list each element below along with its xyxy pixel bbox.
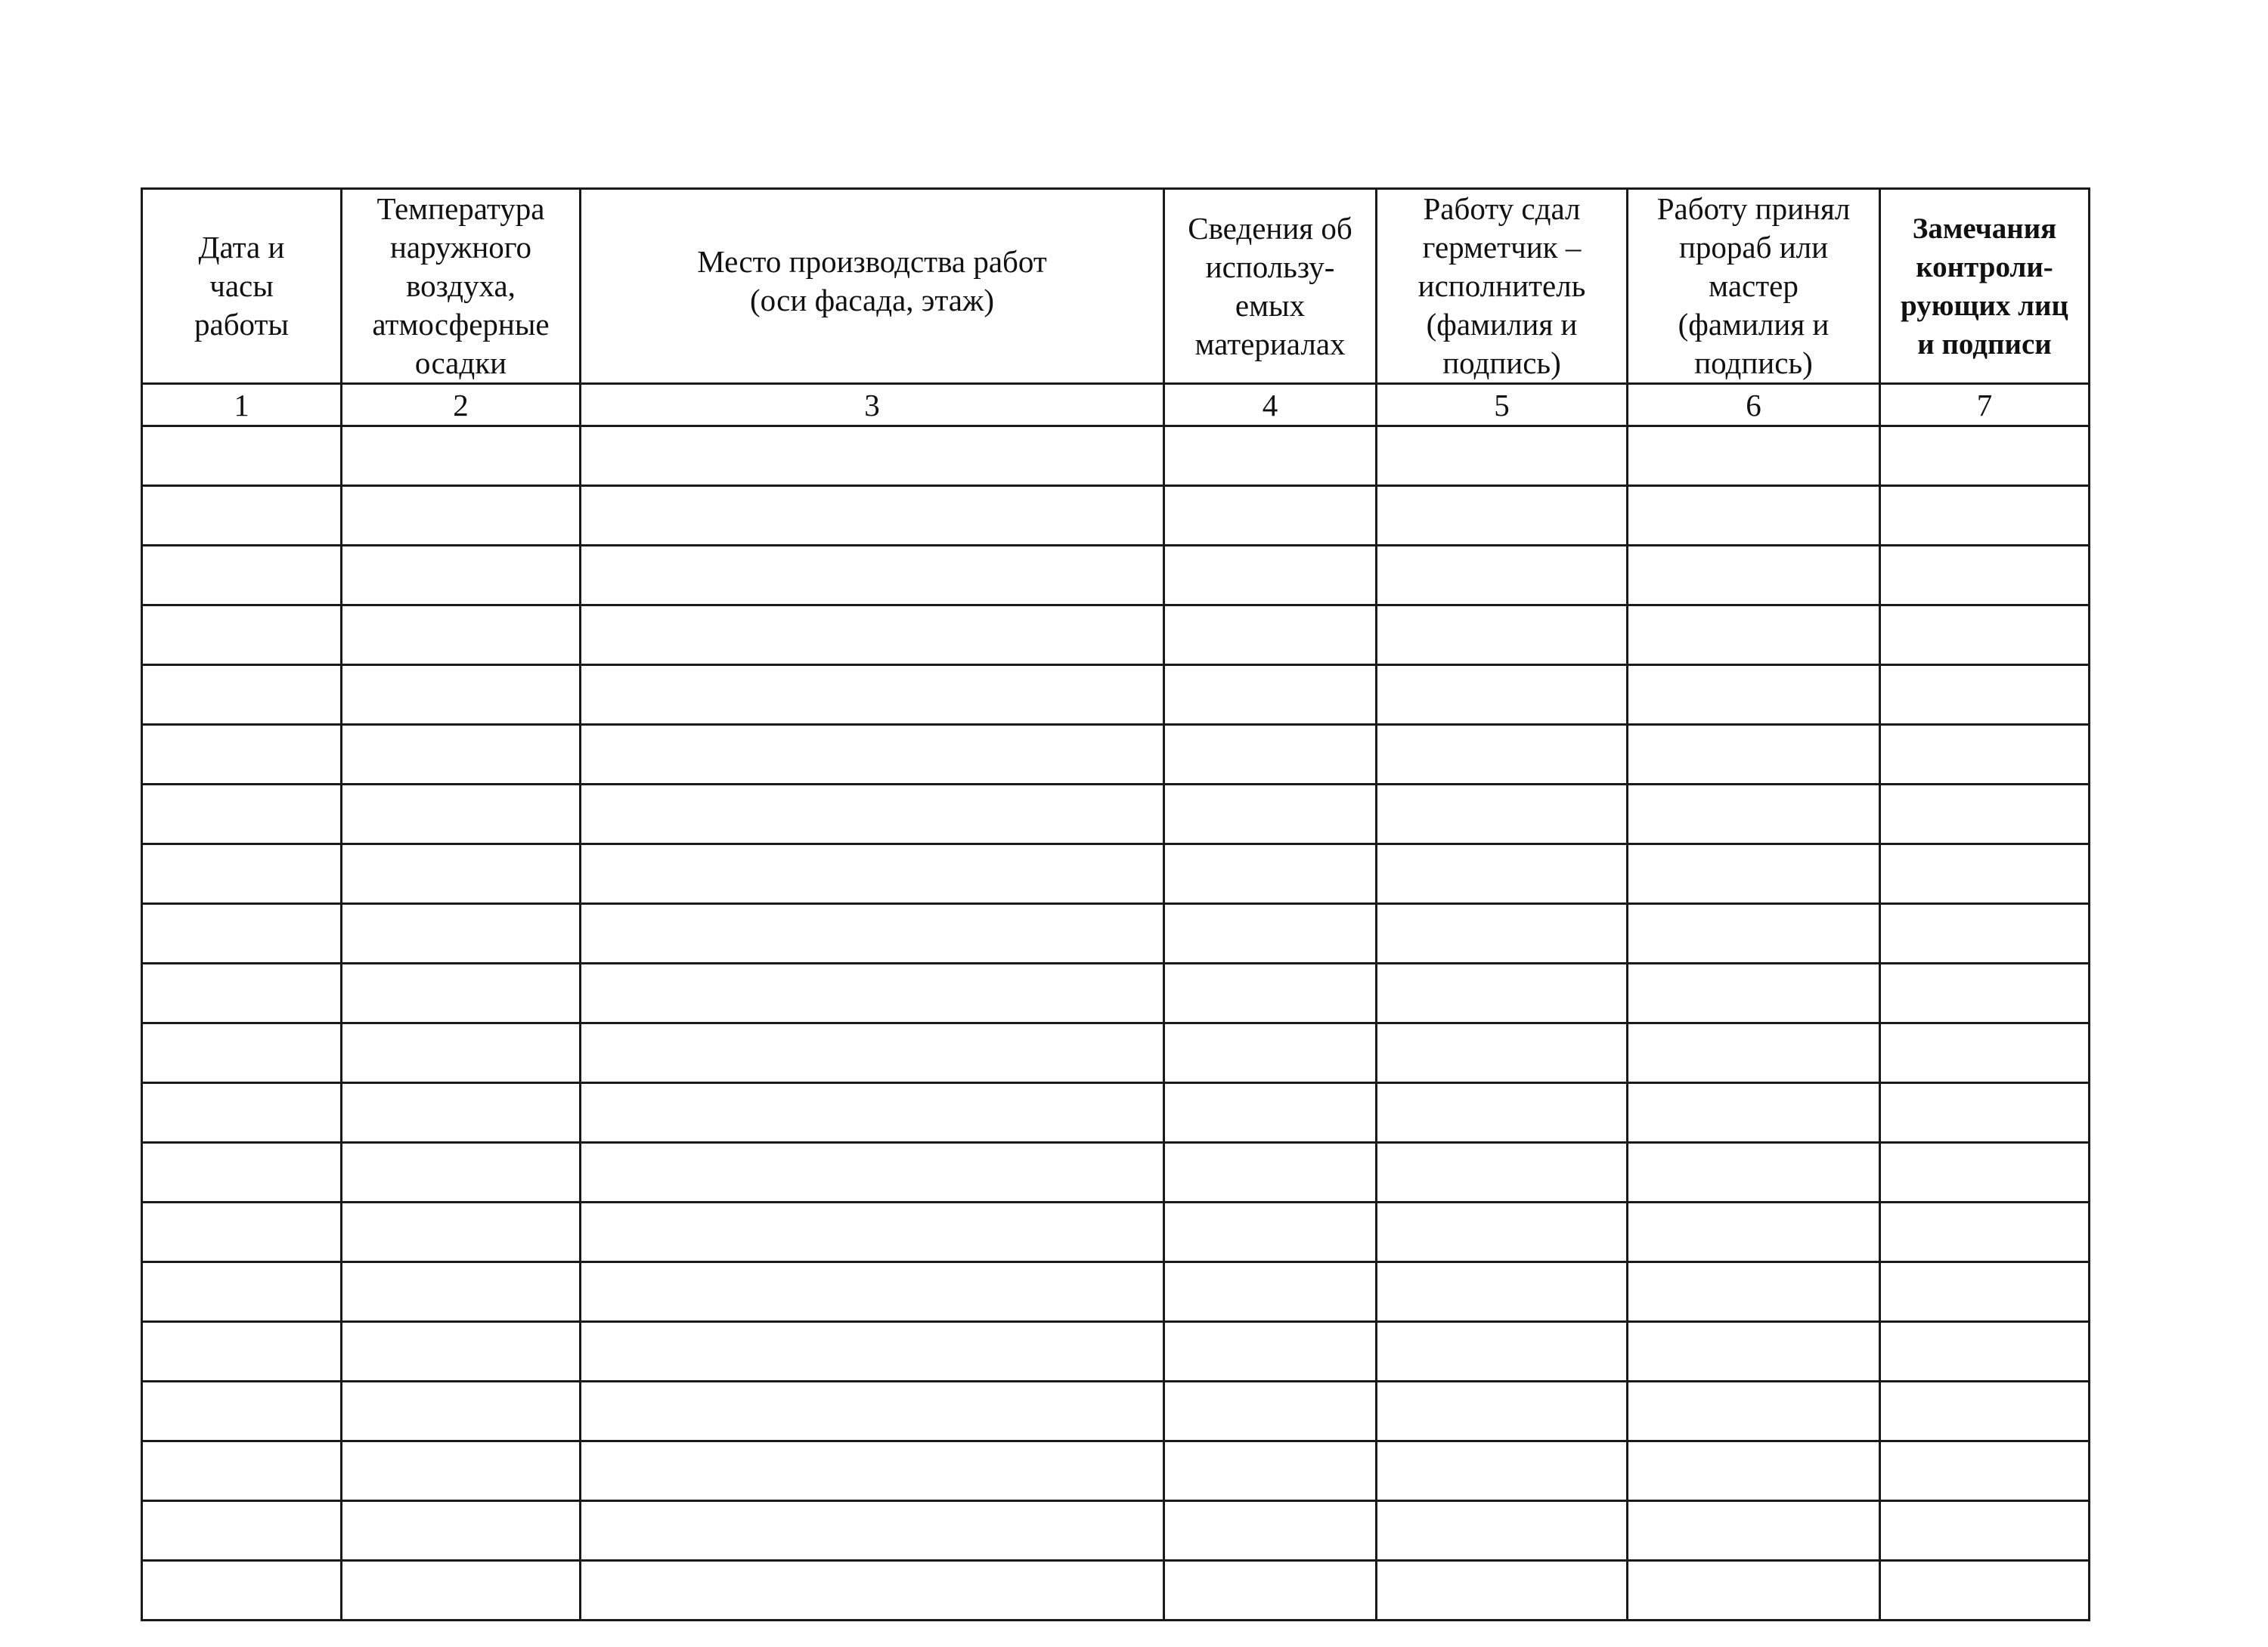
table-cell[interactable] — [581, 1561, 1164, 1621]
table-row — [142, 785, 2090, 844]
table-cell[interactable] — [1377, 605, 1628, 665]
table-cell[interactable] — [1377, 1501, 1628, 1561]
table-row — [142, 1023, 2090, 1083]
table-cell[interactable] — [1880, 785, 2090, 844]
table-cell[interactable] — [1628, 725, 1880, 785]
table-cell[interactable] — [1164, 1501, 1377, 1561]
table-row — [142, 605, 2090, 665]
table-cell[interactable] — [342, 1203, 581, 1262]
table-row — [142, 546, 2090, 605]
table-cell[interactable] — [1628, 1561, 1880, 1621]
table-cell[interactable] — [1880, 1083, 2090, 1143]
table-cell[interactable] — [142, 1382, 342, 1441]
table-cell[interactable] — [1377, 1262, 1628, 1322]
table-row — [142, 1561, 2090, 1621]
table-cell[interactable] — [1377, 785, 1628, 844]
table-cell[interactable] — [142, 486, 342, 546]
table-row — [142, 725, 2090, 785]
table-cell[interactable] — [142, 605, 342, 665]
table-cell[interactable] — [1164, 486, 1377, 546]
table-cell[interactable] — [1628, 486, 1880, 546]
table-cell[interactable] — [1628, 1501, 1880, 1561]
table-cell[interactable] — [342, 964, 581, 1023]
table-cell[interactable] — [1164, 785, 1377, 844]
table-cell[interactable] — [1880, 486, 2090, 546]
table-row — [142, 665, 2090, 725]
table-cell[interactable] — [342, 1143, 581, 1203]
table-cell[interactable] — [1377, 1023, 1628, 1083]
table-cell[interactable] — [1377, 725, 1628, 785]
table-cell[interactable] — [581, 1143, 1164, 1203]
table-cell[interactable] — [1164, 1561, 1377, 1621]
table-cell[interactable] — [581, 725, 1164, 785]
table-cell[interactable] — [1880, 1501, 2090, 1561]
table-cell[interactable] — [1377, 1561, 1628, 1621]
table-cell[interactable] — [581, 665, 1164, 725]
table-cell[interactable] — [142, 1143, 342, 1203]
table-cell[interactable] — [142, 546, 342, 605]
work-journal-table — [141, 187, 2090, 1621]
table-cell[interactable] — [142, 1262, 342, 1322]
table-cell[interactable] — [1628, 1441, 1880, 1501]
header-temperature — [342, 189, 581, 384]
header-accepted-by — [1628, 189, 1880, 384]
column-number: 4 — [1164, 384, 1377, 426]
table-cell[interactable] — [1880, 1203, 2090, 1262]
table-cell[interactable] — [1164, 605, 1377, 665]
table-row — [142, 1501, 2090, 1561]
table-row — [142, 904, 2090, 964]
table-cell[interactable] — [1164, 1023, 1377, 1083]
header-label: Сведения об использу- емых материалах — [1188, 210, 1352, 361]
table-cell[interactable] — [342, 725, 581, 785]
column-number: 2 — [342, 384, 581, 426]
table-cell[interactable] — [142, 964, 342, 1023]
table-row — [142, 844, 2090, 904]
table-cell[interactable] — [342, 1501, 581, 1561]
table-cell[interactable] — [142, 426, 342, 486]
table-cell[interactable] — [1164, 665, 1377, 725]
table-cell[interactable] — [581, 785, 1164, 844]
journal-form-sheet — [141, 187, 2088, 1608]
column-number: 7 — [1880, 384, 2090, 426]
table-cell[interactable] — [142, 1203, 342, 1262]
table-cell[interactable] — [1164, 725, 1377, 785]
table-cell[interactable] — [581, 844, 1164, 904]
column-number-row — [142, 384, 2090, 426]
table-cell[interactable] — [581, 1023, 1164, 1083]
table-cell[interactable] — [1164, 1382, 1377, 1441]
column-number: 6 — [1628, 384, 1880, 426]
table-row — [142, 1203, 2090, 1262]
table-cell[interactable] — [142, 1561, 342, 1621]
table-cell[interactable] — [1880, 904, 2090, 964]
table-cell[interactable] — [1164, 904, 1377, 964]
table-row — [142, 1382, 2090, 1441]
table-cell[interactable] — [1628, 904, 1880, 964]
table-cell[interactable] — [1164, 1322, 1377, 1382]
table-cell[interactable] — [581, 1262, 1164, 1322]
table-cell[interactable] — [1880, 1023, 2090, 1083]
table-cell[interactable] — [581, 904, 1164, 964]
table-cell[interactable] — [342, 546, 581, 605]
table-cell[interactable] — [1377, 964, 1628, 1023]
header-work-location — [581, 189, 1164, 384]
table-cell[interactable] — [1377, 904, 1628, 964]
table-cell[interactable] — [342, 605, 581, 665]
table-cell[interactable] — [581, 1083, 1164, 1143]
table-cell[interactable] — [1164, 546, 1377, 605]
table-cell[interactable] — [342, 1561, 581, 1621]
table-cell[interactable] — [1628, 1083, 1880, 1143]
table-cell[interactable] — [1164, 844, 1377, 904]
table-cell[interactable] — [1880, 1262, 2090, 1322]
header-label: Работу сдал герметчик – исполнитель (фамилия и подпись) — [1418, 191, 1586, 380]
header-label: Работу принял прораб или мастер (фамилия и подпись) — [1656, 191, 1851, 380]
table-cell[interactable] — [1880, 665, 2090, 725]
table-cell[interactable] — [581, 605, 1164, 665]
table-row — [142, 1143, 2090, 1203]
header-remarks — [1880, 189, 2090, 384]
table-cell[interactable] — [342, 1262, 581, 1322]
column-number: 5 — [1377, 384, 1628, 426]
table-cell[interactable] — [342, 844, 581, 904]
table-cell[interactable] — [1628, 426, 1880, 486]
table-row — [142, 426, 2090, 486]
table-cell[interactable] — [1628, 964, 1880, 1023]
table-cell[interactable] — [342, 426, 581, 486]
table-cell[interactable] — [1377, 1322, 1628, 1382]
table-cell[interactable] — [1377, 546, 1628, 605]
table-cell[interactable] — [342, 1441, 581, 1501]
table-cell[interactable] — [581, 1501, 1164, 1561]
table-cell[interactable] — [1377, 1143, 1628, 1203]
table-cell[interactable] — [1880, 426, 2090, 486]
table-cell[interactable] — [1880, 1382, 2090, 1441]
table-cell[interactable] — [142, 1023, 342, 1083]
table-row — [142, 1083, 2090, 1143]
table-cell[interactable] — [581, 1441, 1164, 1501]
table-cell[interactable] — [1377, 426, 1628, 486]
table-cell[interactable] — [1628, 1143, 1880, 1203]
header-label: Замечания контроли- рующих лиц и подписи — [1901, 212, 2068, 361]
table-cell[interactable] — [1628, 605, 1880, 665]
table-cell[interactable] — [1377, 1083, 1628, 1143]
table-cell[interactable] — [1628, 844, 1880, 904]
table-cell[interactable] — [581, 1203, 1164, 1262]
table-cell[interactable] — [1377, 1441, 1628, 1501]
table-cell[interactable] — [1628, 785, 1880, 844]
table-row — [142, 964, 2090, 1023]
table-cell[interactable] — [1628, 1382, 1880, 1441]
table-cell[interactable] — [342, 785, 581, 844]
table-cell[interactable] — [142, 844, 342, 904]
table-cell[interactable] — [1880, 1441, 2090, 1501]
table-cell[interactable] — [1377, 844, 1628, 904]
table-cell[interactable] — [581, 1382, 1164, 1441]
table-cell[interactable] — [1164, 1143, 1377, 1203]
header-label: Место производства работ (оси фасада, этаж) — [697, 244, 1047, 317]
table-cell[interactable] — [1880, 605, 2090, 665]
table-cell[interactable] — [1164, 1203, 1377, 1262]
table-cell[interactable] — [1880, 1143, 2090, 1203]
table-cell[interactable] — [1164, 1441, 1377, 1501]
table-cell[interactable] — [342, 1322, 581, 1382]
table-cell[interactable] — [1164, 426, 1377, 486]
column-number: 1 — [142, 384, 342, 426]
table-row — [142, 1322, 2090, 1382]
header-submitted-by — [1377, 189, 1628, 384]
header-label: Дата и часы работы — [194, 230, 289, 342]
table-row — [142, 1441, 2090, 1501]
table-cell[interactable] — [1377, 1203, 1628, 1262]
table-cell[interactable] — [342, 1083, 581, 1143]
table-row — [142, 1262, 2090, 1322]
table-cell[interactable] — [581, 1322, 1164, 1382]
table-cell[interactable] — [142, 1083, 342, 1143]
header-materials — [1164, 189, 1377, 384]
table-cell[interactable] — [1628, 1322, 1880, 1382]
table-cell[interactable] — [142, 1322, 342, 1382]
table-cell[interactable] — [1880, 546, 2090, 605]
table-cell[interactable] — [1880, 725, 2090, 785]
table-cell[interactable] — [1628, 1262, 1880, 1322]
table-row — [142, 486, 2090, 546]
table-cell[interactable] — [581, 486, 1164, 546]
table-cell[interactable] — [1628, 1203, 1880, 1262]
table-cell[interactable] — [342, 1023, 581, 1083]
table-cell[interactable] — [1377, 1382, 1628, 1441]
table-cell[interactable] — [342, 904, 581, 964]
table-cell[interactable] — [342, 665, 581, 725]
header-date-hours — [142, 189, 342, 384]
table-cell[interactable] — [581, 426, 1164, 486]
table-cell[interactable] — [1880, 1322, 2090, 1382]
table-cell[interactable] — [581, 964, 1164, 1023]
table-cell[interactable] — [142, 904, 342, 964]
column-number: 3 — [581, 384, 1164, 426]
table-cell[interactable] — [1628, 546, 1880, 605]
table-cell[interactable] — [142, 1501, 342, 1561]
table-cell[interactable] — [1628, 665, 1880, 725]
table-cell[interactable] — [1377, 665, 1628, 725]
table-cell[interactable] — [342, 1382, 581, 1441]
table-cell[interactable] — [1880, 844, 2090, 904]
table-cell[interactable] — [142, 665, 342, 725]
table-cell[interactable] — [1164, 964, 1377, 1023]
header-label: Температура наружного воздуха, атмосферные осадки — [372, 191, 550, 380]
table-cell[interactable] — [142, 725, 342, 785]
table-cell[interactable] — [142, 785, 342, 844]
table-cell[interactable] — [1377, 486, 1628, 546]
table-cell[interactable] — [581, 546, 1164, 605]
header-row — [142, 189, 2090, 384]
table-cell[interactable] — [342, 486, 581, 546]
table-cell[interactable] — [142, 1441, 342, 1501]
table-cell[interactable] — [1164, 1262, 1377, 1322]
table-cell[interactable] — [1880, 964, 2090, 1023]
table-cell[interactable] — [1880, 1561, 2090, 1621]
table-cell[interactable] — [1628, 1023, 1880, 1083]
table-cell[interactable] — [1164, 1083, 1377, 1143]
